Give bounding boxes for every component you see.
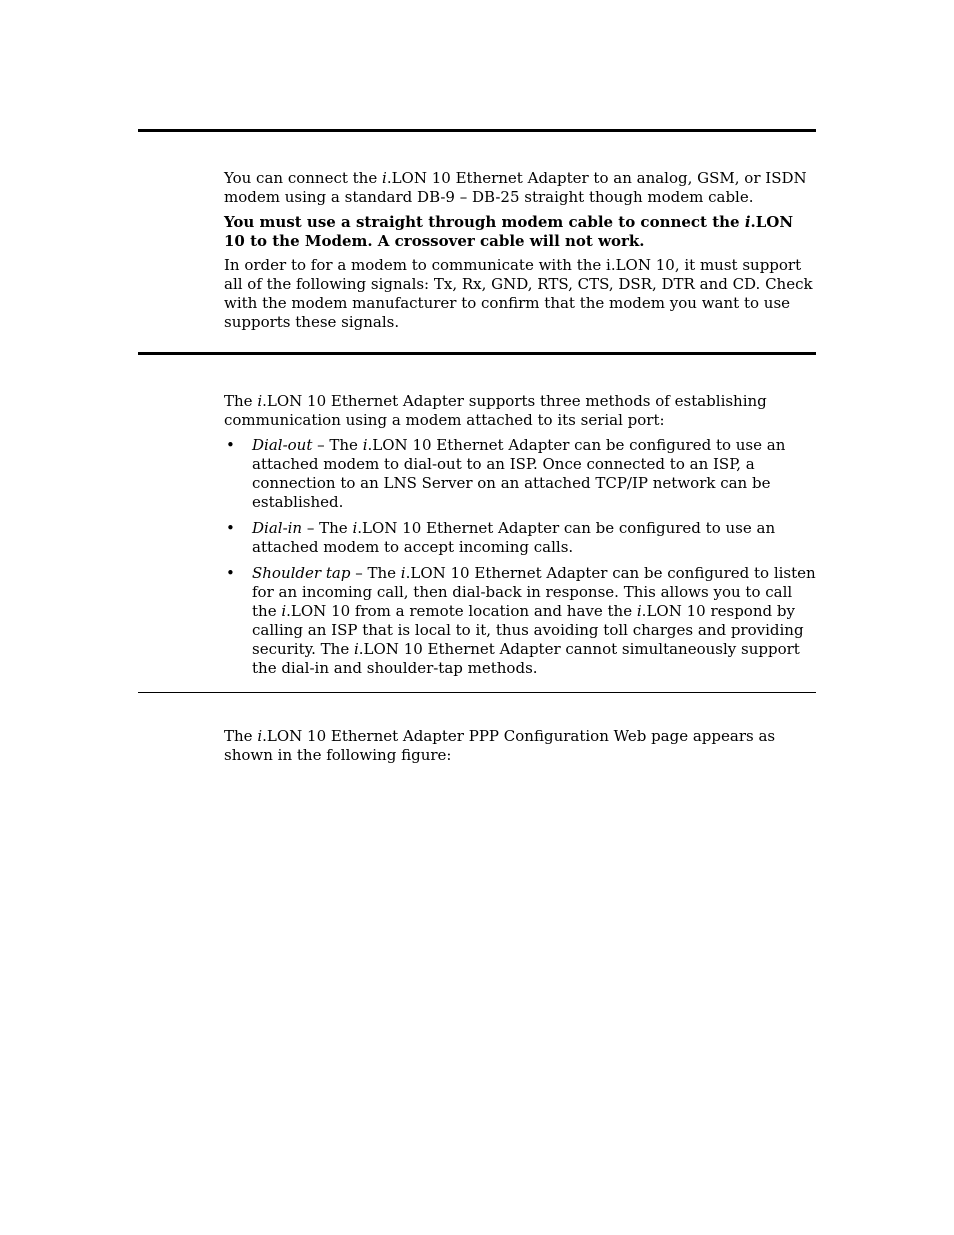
section-divider-top [138, 129, 816, 132]
list-item-dial-in: • Dial-in – The i.LON 10 Ethernet Adapter can be configured to use an attached modem to accept incoming calls. [226, 519, 776, 556]
list-item-shoulder-tap: • Shoulder tap – The i.LON 10 Ethernet Adapter can be configured to listen for an incoming call, then dial-back in response. This allows you to call the i.LON 10 from a remote location and have the i.LON 10 respond by calling an ISP that is local to it, thus avoiding toll charges and providing security. The i.LON 10 Ethernet Adapter cannot simultaneously support the dial-in and shoulder-tap methods. [226, 564, 816, 677]
section-divider-bottom [138, 692, 816, 693]
term-dial-in: Dial-in [252, 519, 303, 537]
ppp-config-paragraph: The i.LON 10 Ethernet Adapter PPP Configuration Web page appears as shown in the following figure: [224, 727, 776, 764]
modem-connect-paragraph: You can connect the i.LON 10 Ethernet Adapter to an analog, GSM, or ISDN modem using a standard DB-9 – DB-25 straight though modem cable. [224, 169, 807, 206]
methods-list [224, 436, 816, 685]
list-item-dial-out: • Dial-out – The i.LON 10 Ethernet Adapter can be configured to use an attached modem to dial-out to an ISP. Once connected to an ISP, a connection to an LNS Server on an attached TCP/IP network can be established. [226, 436, 786, 511]
bullet: • [226, 519, 235, 537]
bullet: • [226, 564, 235, 582]
cable-warning: You must use a straight through modem cable to connect the i.LON 10 to the Modem. A crossover cable will not work. [224, 213, 794, 250]
term-dial-out: Dial-out [252, 436, 313, 454]
signals-paragraph: In order to for a modem to communicate with the i.LON 10, it must support all of the following signals: Tx, Rx, GND, RTS, CTS, DSR, DTR and CD. Check with the modem manufacturer to confirm that the modem you want to use supports these signals. [224, 256, 813, 331]
methods-intro: The i.LON 10 Ethernet Adapter supports three methods of establishing communication using a modem attached to its serial port: [224, 392, 767, 429]
bullet: • [226, 436, 235, 454]
term-shoulder-tap: Shoulder tap [252, 564, 351, 582]
section-divider-middle [138, 352, 816, 355]
